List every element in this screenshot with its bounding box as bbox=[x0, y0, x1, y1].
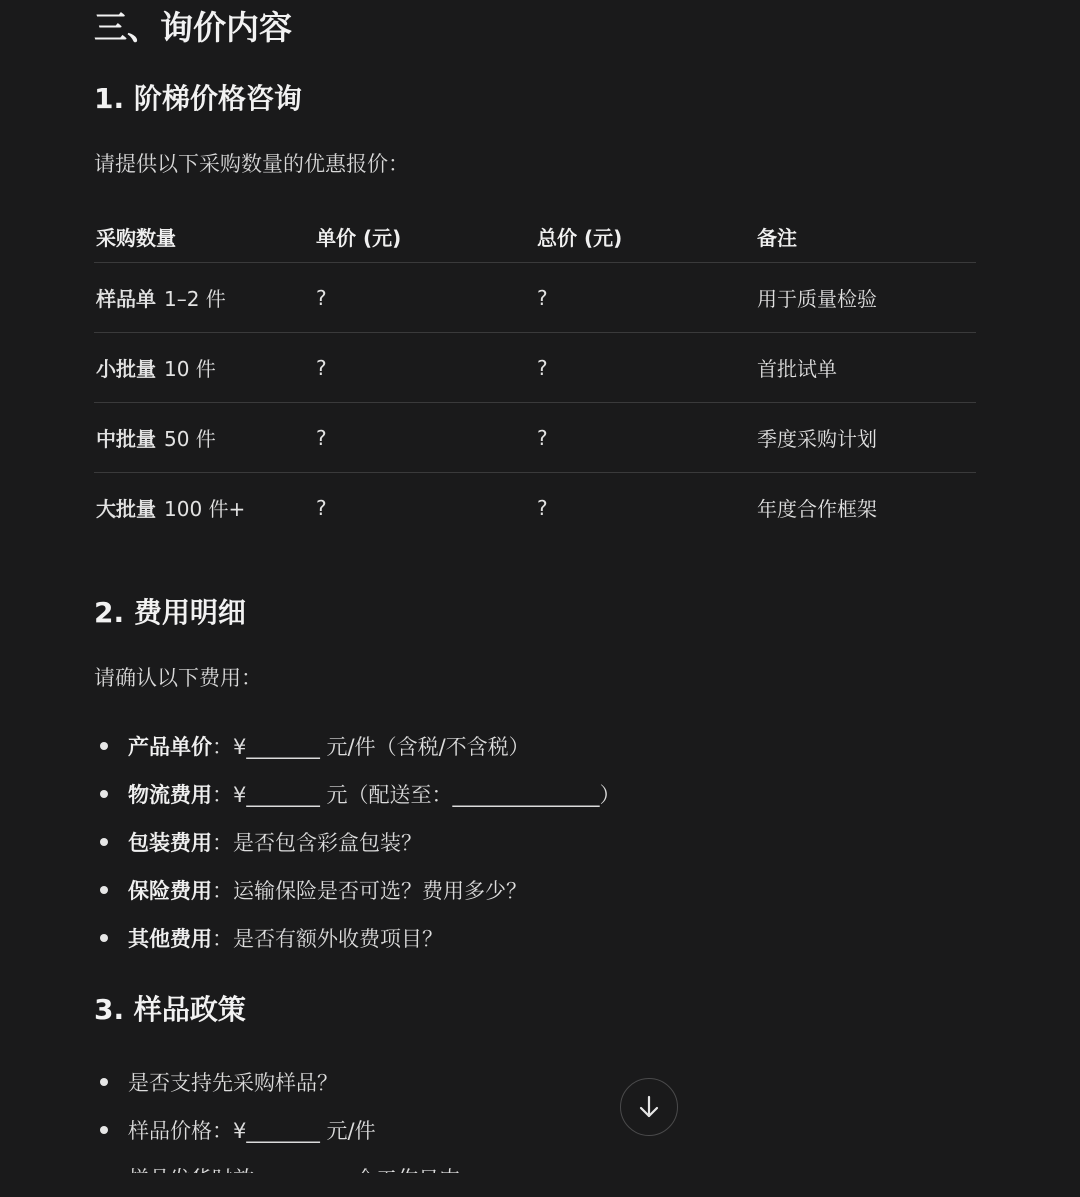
quantity-cell bbox=[96, 333, 216, 402]
list-item bbox=[94, 722, 976, 770]
fee-text: ：运输保险是否可选？费用多少？ bbox=[212, 879, 527, 903]
quantity-value: 100 件+ bbox=[164, 497, 246, 521]
column-header: 单价 (元) bbox=[316, 225, 402, 250]
column-header: 备注 bbox=[757, 225, 797, 250]
quantity-cell bbox=[96, 473, 245, 542]
list-item bbox=[94, 1106, 976, 1154]
note-cell: 年度合作框架 bbox=[757, 497, 877, 521]
quantity-value: 50 件 bbox=[164, 427, 216, 451]
fee-label: 物流费用 bbox=[128, 783, 212, 807]
tier-heading: 1. 阶梯价格咨询 bbox=[94, 82, 302, 115]
bullet-icon bbox=[100, 742, 108, 750]
unit-price-cell: ? bbox=[316, 285, 327, 310]
fee-text: ：是否包含彩盒包装？ bbox=[212, 831, 422, 855]
fee-label: 保险费用 bbox=[128, 879, 212, 903]
viewport-bottom-edge bbox=[0, 1173, 1080, 1197]
list-item bbox=[94, 866, 976, 914]
table-row bbox=[94, 333, 976, 403]
quantity-value: 10 件 bbox=[164, 357, 216, 381]
tier-intro: 请提供以下采购数量的优惠报价： bbox=[94, 152, 409, 176]
quantity-label: 大批量 bbox=[96, 497, 156, 521]
fee-label: 其他费用 bbox=[128, 927, 212, 951]
unit-price-cell: ? bbox=[316, 495, 327, 520]
quantity-value: 1–2 件 bbox=[164, 287, 226, 311]
arrow-down-icon bbox=[636, 1094, 662, 1120]
quantity-label: 样品单 bbox=[96, 287, 156, 311]
fee-label: 产品单价 bbox=[128, 735, 212, 759]
table-header-row bbox=[94, 210, 976, 263]
total-price-cell: ? bbox=[537, 355, 548, 380]
table-row bbox=[94, 403, 976, 473]
table-row bbox=[94, 473, 976, 542]
fee-text: ：¥_______ 元（配送至：______________） bbox=[212, 783, 621, 807]
note-cell: 用于质量检验 bbox=[757, 287, 877, 311]
fees-intro: 请确认以下费用： bbox=[94, 666, 262, 690]
price-table bbox=[94, 210, 976, 542]
bullet-icon bbox=[100, 1078, 108, 1086]
column-header: 采购数量 bbox=[96, 225, 176, 250]
fee-text: ：是否有额外收费项目？ bbox=[212, 927, 443, 951]
bullet-icon bbox=[100, 934, 108, 942]
fee-label: 包装费用 bbox=[128, 831, 212, 855]
list-item bbox=[94, 818, 976, 866]
bullet-icon bbox=[100, 790, 108, 798]
unit-price-cell: ? bbox=[316, 355, 327, 380]
note-cell: 季度采购计划 bbox=[757, 427, 877, 451]
bullet-icon bbox=[100, 838, 108, 846]
bullet-icon bbox=[100, 886, 108, 894]
quantity-cell bbox=[96, 263, 226, 332]
column-header: 总价 (元) bbox=[537, 225, 623, 250]
samples-heading: 3. 样品政策 bbox=[94, 993, 246, 1026]
scroll-to-bottom-button[interactable] bbox=[620, 1078, 678, 1136]
table-row bbox=[94, 263, 976, 333]
total-price-cell: ? bbox=[537, 495, 548, 520]
unit-price-cell: ? bbox=[316, 425, 327, 450]
sample-text: 是否支持先采购样品？ bbox=[128, 1071, 338, 1095]
quantity-cell bbox=[96, 403, 216, 472]
list-item bbox=[94, 770, 976, 818]
list-item bbox=[94, 914, 976, 962]
quantity-label: 中批量 bbox=[96, 427, 156, 451]
fees-heading: 2. 费用明细 bbox=[94, 596, 246, 629]
sample-text: 样品价格：¥_______ 元/件 bbox=[128, 1119, 376, 1143]
fee-text: ：¥_______ 元/件（含税/不含税） bbox=[212, 735, 530, 759]
quantity-label: 小批量 bbox=[96, 357, 156, 381]
fees-list bbox=[94, 722, 976, 962]
section-title: 三、询价内容 bbox=[94, 8, 292, 47]
bullet-icon bbox=[100, 1126, 108, 1134]
note-cell: 首批试单 bbox=[757, 357, 837, 381]
total-price-cell: ? bbox=[537, 285, 548, 310]
list-item bbox=[94, 1058, 976, 1106]
total-price-cell: ? bbox=[537, 425, 548, 450]
